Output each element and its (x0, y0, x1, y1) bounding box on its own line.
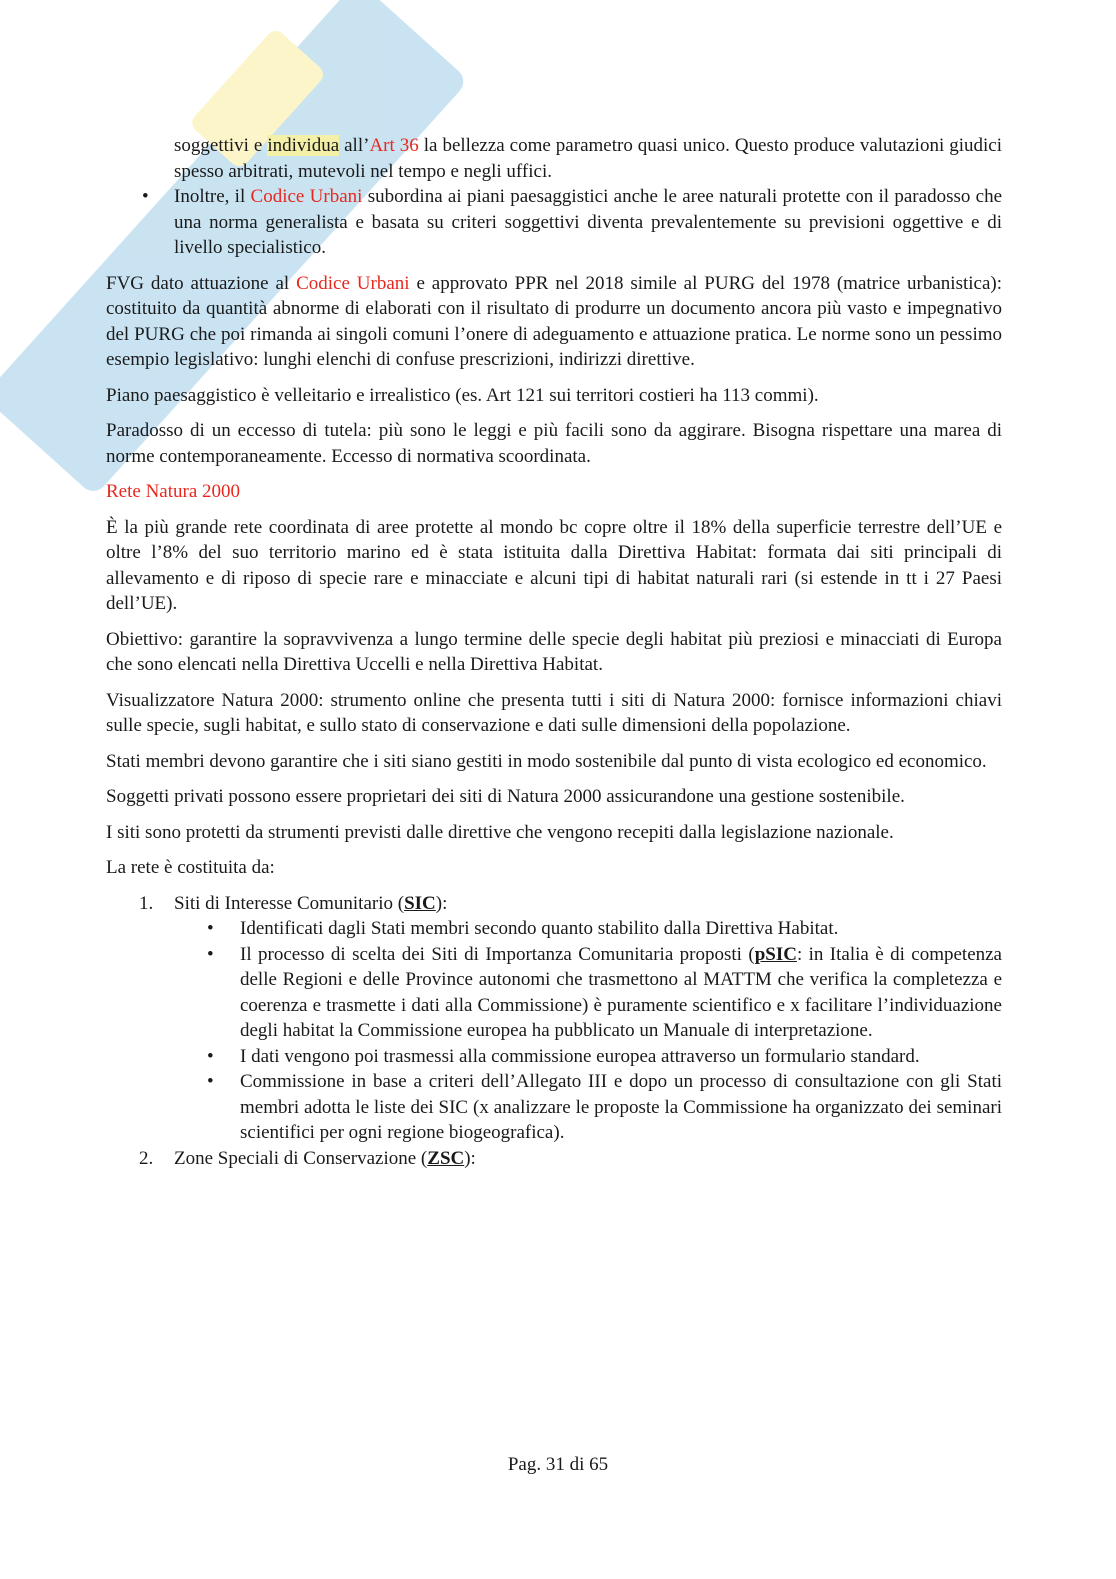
list-item (106, 133, 1002, 184)
list-item (106, 942, 1002, 1044)
text-run: all’ (339, 135, 370, 156)
text-run: soggettivi e (174, 135, 268, 156)
list-number: 2. (139, 1147, 154, 1169)
abbreviation-zsc: ZSC (427, 1147, 465, 1169)
text-run: Siti di Interesse Comunitario ( (174, 892, 405, 914)
codice-urbani-reference: Codice Urbani (296, 272, 410, 294)
numbered-list (106, 891, 1002, 1172)
text-run: e approvato PPR nel 2018 simile al PURG del 1978 (matrice urbanistica): costituito da quantità abnorme di elaborati con il risultato di produrre un documento ancora più vasto e impegnativo del PURG che poi rimanda ai singoli comuni l’onere di adeguamento e attuazione pratica. Le norme sono un pessimo esempio legislativo: lunghi elenchi di confuse prescrizioni, indirizzi direttive. (106, 272, 1002, 370)
paragraph-rete: È la più grande rete coordinata di aree protette al mondo bc copre oltre il 18% della superficie terrestre dell’UE e oltre l’8% del suo territorio marino ed è stata istituita dalla Direttiva Habitat: formata dai siti principali di allevamento e di riposo di specie rare e minacciate e alcuni tipi di habitat naturali rari (si estende in tt i 27 Paesi dell’UE). (106, 516, 1002, 614)
abbreviation-psic: pSIC (754, 943, 797, 965)
document-page (106, 133, 1002, 1171)
paragraph-rete-costituita: La rete è costituita da: (106, 857, 275, 878)
list-item-heading (106, 1146, 1002, 1172)
list-item (106, 891, 1002, 1146)
paragraph-soggetti: Soggetti privati possono essere proprietari dei siti di Natura 2000 assicurandone una gestione sostenibile. (106, 786, 905, 807)
list-item: • Commissione in base a criteri dell’Allegato III e dopo un processo di consultazione con gli Stati membri adotta le liste dei SIC (x analizzare le proposte la Commissione ha organizzato dei seminari scientifici per ogni regione biogeografica). (106, 1069, 1002, 1146)
article-reference: Art 36 (369, 135, 419, 156)
text-run: subordina ai piani paesaggistici anche le aree naturali protette con il paradosso che una norma generalista e basata su criteri soggettivi diventa prevalentemente su previsioni oggettive e di livello specialistico. (174, 186, 1003, 258)
list-number: 1. (139, 892, 154, 914)
paragraph-paradosso: Paradosso di un eccesso di tutela: più sono le leggi e più facili sono da aggirare. Bisogna rispettare una marea di norme contemporaneamente. Eccesso di normativa scoordinata. (106, 420, 1002, 467)
list-item: • I dati vengono poi trasmessi alla commissione europea attraverso un formulario standard. (106, 1044, 1002, 1070)
paragraph-fvg (106, 271, 1002, 373)
codice-urbani-reference: Codice Urbani (250, 186, 363, 207)
paragraph-siti: I siti sono protetti da strumenti previsti dalle direttive che vengono recepiti dalla legislazione nazionale. (106, 821, 894, 843)
paragraph-stati: Stati membri devono garantire che i siti siano gestiti in modo sostenibile dal punto di vista ecologico ed economico. (106, 750, 987, 772)
sub-bullet-list (106, 916, 1002, 1146)
list-item (106, 184, 1002, 261)
paragraph-visualizzatore: Visualizzatore Natura 2000: strumento online che presenta tutti i siti di Natura 2000: fornisce informazioni chiavi sulle specie, sugli habitat, e sullo stato di conservazione e dati sulle dimensioni della popolazione. (106, 689, 1002, 736)
text-run: ): (435, 892, 448, 914)
list-item-heading (106, 891, 1002, 917)
top-bullet-list (106, 133, 1002, 261)
text-run: Inoltre, il (174, 186, 251, 207)
text-run: ): (464, 1147, 476, 1169)
text-run: : in Italia è di competenza delle Regioni e delle Province autonomi che trasmettono al MATTM che verifica la completezza e coerenza e trasmette i dati alla Commissione) è puramente scientifico e x facilitare l’individuazione degli habitat la Commissione europea ha pubblicato un Manuale di interpretazione. (240, 943, 1002, 1041)
highlighted-text: individua (267, 135, 340, 156)
abbreviation-sic: SIC (404, 892, 436, 914)
text-run: Zone Speciali di Conservazione ( (174, 1147, 428, 1169)
page-number: Pag. 31 di 65 (507, 1454, 609, 1475)
list-item (106, 1146, 1002, 1172)
text-run: FVG dato attuazione al (106, 272, 297, 294)
section-heading: Rete Natura 2000 (106, 481, 241, 502)
list-item: • Identificati dagli Stati membri secondo quanto stabilito dalla Direttiva Habitat. (106, 916, 1002, 942)
paragraph-piano: Piano paesaggistico è velleitario e irrealistico (es. Art 121 sui territori costieri ha 113 commi). (106, 384, 819, 406)
paragraph-obiettivo: Obiettivo: garantire la sopravvivenza a lungo termine delle specie degli habitat più preziosi e minacciati di Europa che sono elencati nella Direttiva Uccelli e nella Direttiva Habitat. (106, 628, 1002, 675)
text-run: Il processo di scelta dei Siti di Importanza Comunitaria proposti ( (240, 943, 755, 965)
text-run: la bellezza come parametro quasi unico. Questo produce valutazioni giudici spesso arbitrati, mutevoli nel tempo e negli uffici. (174, 135, 1002, 182)
